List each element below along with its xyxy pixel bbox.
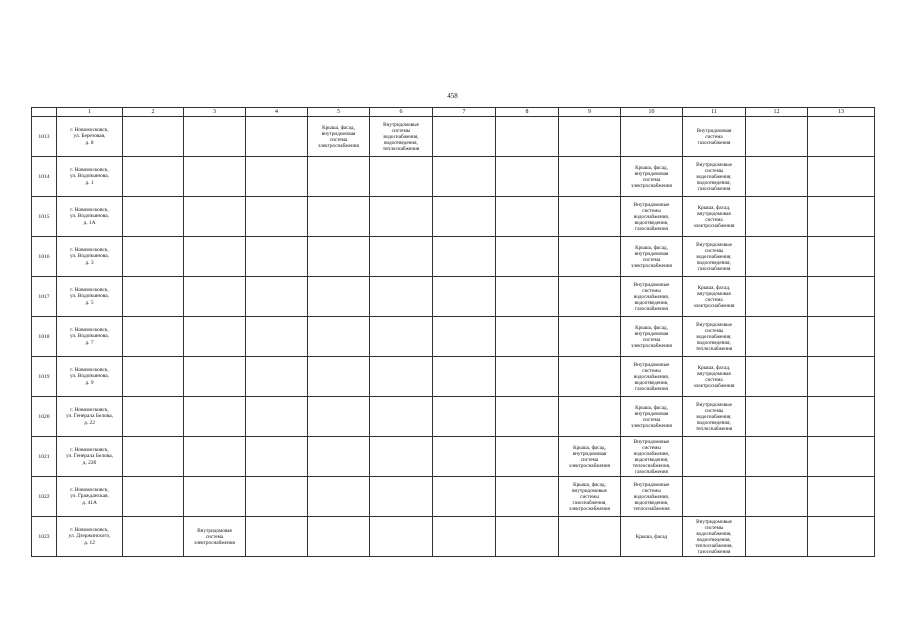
work-cell bbox=[496, 157, 559, 197]
work-cell bbox=[123, 437, 184, 477]
work-cell: Крыша, фасад, внутридомовая система электроснабжения bbox=[621, 237, 683, 277]
header-cell-blank bbox=[32, 108, 57, 117]
work-cell bbox=[559, 277, 621, 317]
work-cell: Крыша, фасад, внутридомовая система электроснабжения bbox=[308, 117, 370, 157]
table-row bbox=[32, 477, 875, 517]
repair-schedule-table bbox=[31, 107, 875, 557]
work-cell bbox=[370, 477, 433, 517]
address-cell: г. Новомосковск, ул. Водопьянова, д. 1 bbox=[57, 157, 123, 197]
work-cell: Внутридомовые системы водоснабжения, водоотведения, теплоснабжения bbox=[683, 397, 746, 437]
work-cell bbox=[184, 357, 246, 397]
work-cell bbox=[746, 237, 808, 277]
work-cell bbox=[370, 397, 433, 437]
table-row bbox=[32, 437, 875, 477]
table-row bbox=[32, 277, 875, 317]
work-cell: Внутридомовые системы водоснабжения, водоотведения, газоснабжения bbox=[621, 357, 683, 397]
header-cell: 7 bbox=[433, 108, 496, 117]
address-cell: г. Новомосковск, ул. Генерала Белова, д. 22б bbox=[57, 437, 123, 477]
address-cell: г. Новомосковск, ул. Березовая, д. 8 bbox=[57, 117, 123, 157]
work-cell bbox=[370, 157, 433, 197]
work-cell bbox=[123, 157, 184, 197]
work-cell bbox=[559, 157, 621, 197]
table-row bbox=[32, 357, 875, 397]
row-number-cell: 1017 bbox=[32, 277, 57, 317]
address-cell: г. Новомосковск, ул. Водопьянова, д. 1А bbox=[57, 197, 123, 237]
work-cell bbox=[808, 157, 875, 197]
work-cell: Крыша, фасад, внутридомовая система электроснабжения bbox=[683, 277, 746, 317]
work-cell: Внутридомовые системы водоснабжения, водоотведения, газоснабжения bbox=[621, 277, 683, 317]
work-cell bbox=[808, 277, 875, 317]
work-cell bbox=[184, 477, 246, 517]
header-cell: 1 bbox=[57, 108, 123, 117]
table-row bbox=[32, 517, 875, 557]
work-cell bbox=[808, 237, 875, 277]
work-cell bbox=[246, 477, 308, 517]
work-cell bbox=[246, 317, 308, 357]
work-cell bbox=[370, 237, 433, 277]
work-cell bbox=[433, 517, 496, 557]
work-cell: Крыша, фасад, внутридомовая система электроснабжения bbox=[683, 357, 746, 397]
address-cell: г. Новомосковск, ул. Дзержинского, д. 12 bbox=[57, 517, 123, 557]
work-cell bbox=[184, 277, 246, 317]
work-cell bbox=[746, 117, 808, 157]
work-cell bbox=[308, 197, 370, 237]
work-cell bbox=[184, 237, 246, 277]
header-cell: 10 bbox=[621, 108, 683, 117]
work-cell bbox=[746, 197, 808, 237]
row-number-cell: 1022 bbox=[32, 477, 57, 517]
work-cell bbox=[433, 357, 496, 397]
row-number-cell: 1018 bbox=[32, 317, 57, 357]
work-cell: Крыша, фасад, внутридомовые системы газоснабжения, электроснабжения bbox=[559, 477, 621, 517]
work-cell bbox=[559, 317, 621, 357]
header-cell: 12 bbox=[746, 108, 808, 117]
work-cell bbox=[808, 357, 875, 397]
work-cell bbox=[496, 317, 559, 357]
work-cell bbox=[308, 357, 370, 397]
work-cell bbox=[808, 197, 875, 237]
work-cell bbox=[308, 397, 370, 437]
work-cell bbox=[433, 237, 496, 277]
header-cell: 3 bbox=[184, 108, 246, 117]
work-cell: Внутридомовые системы водоснабжения, водоотведения, теплоснабжения bbox=[370, 117, 433, 157]
work-cell: Внутридомовая система электроснабжения bbox=[184, 517, 246, 557]
work-cell: Внутридомовые системы водоснабжения, водоотведения, газоснабжения bbox=[683, 157, 746, 197]
work-cell: Внутридомовые системы водоснабжения, водоотведения, теплоснабжения, газоснабжения bbox=[621, 437, 683, 477]
work-cell bbox=[308, 277, 370, 317]
work-cell bbox=[746, 317, 808, 357]
work-cell bbox=[496, 357, 559, 397]
table-row bbox=[32, 237, 875, 277]
work-cell: Крыша, фасад, внутридомовая система электроснабжения bbox=[621, 317, 683, 357]
work-cell: Крыша, фасад, внутридомовая система электроснабжения bbox=[559, 437, 621, 477]
work-cell bbox=[123, 237, 184, 277]
header-cell: 4 bbox=[246, 108, 308, 117]
work-cell bbox=[496, 277, 559, 317]
work-cell bbox=[308, 157, 370, 197]
row-number-cell: 1014 bbox=[32, 157, 57, 197]
work-cell bbox=[123, 517, 184, 557]
work-cell bbox=[559, 237, 621, 277]
work-cell bbox=[433, 157, 496, 197]
table-row bbox=[32, 397, 875, 437]
work-cell bbox=[370, 437, 433, 477]
work-cell bbox=[496, 397, 559, 437]
work-cell bbox=[808, 517, 875, 557]
work-cell: Крыша, фасад, внутридомовая система электроснабжения bbox=[621, 397, 683, 437]
work-cell bbox=[746, 277, 808, 317]
work-cell bbox=[184, 317, 246, 357]
work-cell bbox=[433, 477, 496, 517]
work-cell bbox=[123, 197, 184, 237]
header-cell: 6 bbox=[370, 108, 433, 117]
work-cell bbox=[184, 197, 246, 237]
work-cell bbox=[123, 397, 184, 437]
work-cell: Внутридомовые системы водоснабжения, водоотведения, теплоснабжения bbox=[683, 317, 746, 357]
work-cell bbox=[808, 117, 875, 157]
work-cell bbox=[496, 197, 559, 237]
address-cell: г. Новомосковск, ул. Генерала Белова, д. 22 bbox=[57, 397, 123, 437]
work-cell bbox=[683, 477, 746, 517]
header-cell: 5 bbox=[308, 108, 370, 117]
work-cell: Внутридомовые системы водоснабжения, водоотведения, газоснабжения bbox=[621, 197, 683, 237]
address-cell: г. Новомосковск, ул. Водопьянова, д. 7 bbox=[57, 317, 123, 357]
work-cell bbox=[246, 157, 308, 197]
work-cell bbox=[123, 477, 184, 517]
work-cell bbox=[184, 397, 246, 437]
row-number-cell: 1020 bbox=[32, 397, 57, 437]
work-cell bbox=[433, 117, 496, 157]
address-cell: г. Новомосковск, ул. Гражданская, д. 41А bbox=[57, 477, 123, 517]
work-cell bbox=[308, 517, 370, 557]
work-cell bbox=[746, 397, 808, 437]
row-number-cell: 1016 bbox=[32, 237, 57, 277]
work-cell bbox=[123, 317, 184, 357]
work-cell bbox=[559, 197, 621, 237]
row-number-cell: 1021 bbox=[32, 437, 57, 477]
work-cell: Внутридомовые системы водоснабжения, водоотведения, теплоснабжения bbox=[621, 477, 683, 517]
work-cell bbox=[308, 237, 370, 277]
work-cell bbox=[246, 237, 308, 277]
row-number-cell: 1019 bbox=[32, 357, 57, 397]
work-cell bbox=[370, 277, 433, 317]
work-cell bbox=[246, 517, 308, 557]
work-cell bbox=[184, 117, 246, 157]
row-number-cell: 1013 bbox=[32, 117, 57, 157]
work-cell bbox=[246, 437, 308, 477]
work-cell bbox=[370, 317, 433, 357]
work-cell bbox=[246, 117, 308, 157]
work-cell bbox=[746, 517, 808, 557]
work-cell bbox=[308, 477, 370, 517]
work-cell bbox=[746, 477, 808, 517]
work-cell bbox=[123, 357, 184, 397]
work-cell: Крыша, фасад, внутридомовая система электроснабжения bbox=[683, 197, 746, 237]
address-cell: г. Новомосковск, ул. Водопьянова, д. 9 bbox=[57, 357, 123, 397]
header-row bbox=[32, 108, 875, 117]
work-cell bbox=[559, 397, 621, 437]
work-cell bbox=[496, 477, 559, 517]
work-cell bbox=[559, 117, 621, 157]
work-cell bbox=[746, 157, 808, 197]
work-cell bbox=[746, 437, 808, 477]
work-cell: Крыша, фасад, внутридомовая система электроснабжения bbox=[621, 157, 683, 197]
work-cell: Крыша, фасад bbox=[621, 517, 683, 557]
work-cell bbox=[433, 317, 496, 357]
work-cell bbox=[370, 357, 433, 397]
work-cell bbox=[370, 197, 433, 237]
work-cell bbox=[246, 277, 308, 317]
work-cell bbox=[808, 437, 875, 477]
work-cell bbox=[559, 517, 621, 557]
work-cell bbox=[370, 517, 433, 557]
work-cell bbox=[433, 397, 496, 437]
address-cell: г. Новомосковск, ул. Водопьянова, д. 5 bbox=[57, 277, 123, 317]
work-cell bbox=[496, 517, 559, 557]
work-cell bbox=[496, 117, 559, 157]
work-cell bbox=[123, 117, 184, 157]
table-body bbox=[32, 108, 875, 557]
work-cell bbox=[433, 437, 496, 477]
table-row bbox=[32, 157, 875, 197]
table-row bbox=[32, 197, 875, 237]
header-cell: 11 bbox=[683, 108, 746, 117]
work-cell bbox=[746, 357, 808, 397]
work-cell bbox=[246, 397, 308, 437]
table-row bbox=[32, 317, 875, 357]
work-cell bbox=[308, 317, 370, 357]
header-cell: 2 bbox=[123, 108, 184, 117]
table-row bbox=[32, 117, 875, 157]
header-cell: 13 bbox=[808, 108, 875, 117]
work-cell bbox=[184, 437, 246, 477]
page-number: 458 bbox=[447, 92, 458, 100]
work-cell: Внутридомовые системы водоснабжения, водоотведения, теплоснабжения, газоснабжения bbox=[683, 517, 746, 557]
work-cell bbox=[496, 237, 559, 277]
work-cell bbox=[808, 317, 875, 357]
work-cell bbox=[621, 117, 683, 157]
work-cell bbox=[246, 197, 308, 237]
row-number-cell: 1023 bbox=[32, 517, 57, 557]
header-cell: 9 bbox=[559, 108, 621, 117]
address-cell: г. Новомосковск, ул. Водопьянова, д. 3 bbox=[57, 237, 123, 277]
work-cell bbox=[433, 277, 496, 317]
work-cell bbox=[246, 357, 308, 397]
work-cell bbox=[808, 397, 875, 437]
work-cell bbox=[123, 277, 184, 317]
work-cell bbox=[433, 197, 496, 237]
work-cell bbox=[308, 437, 370, 477]
work-cell: Внутридомовые системы водоснабжения, водоотведения, газоснабжения bbox=[683, 237, 746, 277]
work-cell bbox=[559, 357, 621, 397]
work-cell bbox=[496, 437, 559, 477]
work-cell: Внутридомовая система газоснабжения bbox=[683, 117, 746, 157]
header-cell: 8 bbox=[496, 108, 559, 117]
row-number-cell: 1015 bbox=[32, 197, 57, 237]
work-cell bbox=[683, 437, 746, 477]
work-cell bbox=[184, 157, 246, 197]
work-cell bbox=[808, 477, 875, 517]
